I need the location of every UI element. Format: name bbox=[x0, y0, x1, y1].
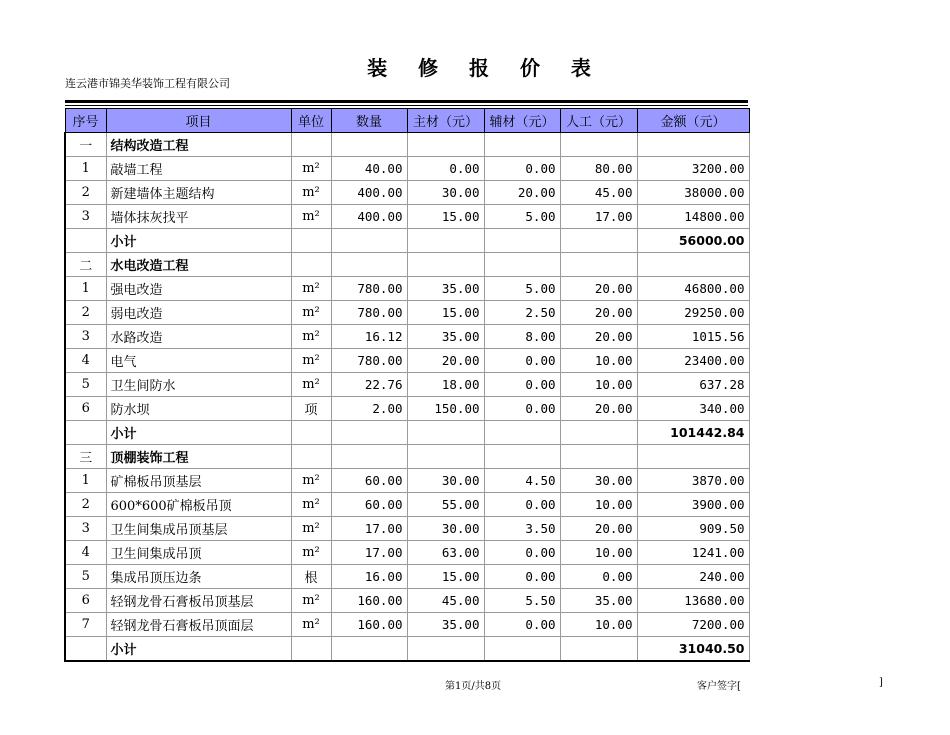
item-labor: 10.00 bbox=[560, 373, 637, 397]
table-row bbox=[65, 541, 749, 565]
item-qty: 17.00 bbox=[331, 517, 407, 541]
item-labor: 10.00 bbox=[560, 493, 637, 517]
item-amount: 909.50 bbox=[637, 517, 749, 541]
subtotal-amount: 31040.50 bbox=[637, 637, 749, 662]
item-qty: 400.00 bbox=[331, 181, 407, 205]
table-row bbox=[65, 613, 749, 637]
item-number: 4 bbox=[65, 541, 106, 565]
item-labor: 80.00 bbox=[560, 157, 637, 181]
item-unit: m² bbox=[291, 541, 331, 565]
header-amount: 金额（元） bbox=[637, 109, 749, 133]
item-amount: 14800.00 bbox=[637, 205, 749, 229]
labor-cell bbox=[560, 133, 637, 157]
item-aux-material: 8.00 bbox=[484, 325, 560, 349]
table-row bbox=[65, 205, 749, 229]
item-number: 3 bbox=[65, 517, 106, 541]
table-row bbox=[65, 397, 749, 421]
aux-cell bbox=[484, 133, 560, 157]
item-aux-material: 0.00 bbox=[484, 397, 560, 421]
item-labor: 20.00 bbox=[560, 301, 637, 325]
table-row bbox=[65, 157, 749, 181]
item-unit: m² bbox=[291, 517, 331, 541]
item-main-material: 55.00 bbox=[407, 493, 484, 517]
aux-cell bbox=[484, 637, 560, 662]
item-aux-material: 0.00 bbox=[484, 373, 560, 397]
header-unit: 单位 bbox=[291, 109, 331, 133]
item-qty: 16.00 bbox=[331, 565, 407, 589]
item-main-material: 15.00 bbox=[407, 205, 484, 229]
item-aux-material: 5.00 bbox=[484, 277, 560, 301]
divider-thick bbox=[65, 100, 748, 103]
item-unit: m² bbox=[291, 493, 331, 517]
item-qty: 400.00 bbox=[331, 205, 407, 229]
subtotal-amount: 101442.84 bbox=[637, 421, 749, 445]
subtotal-label: 小计 bbox=[106, 637, 291, 662]
item-unit: m² bbox=[291, 301, 331, 325]
item-name: 弱电改造 bbox=[106, 301, 291, 325]
aux-cell bbox=[484, 421, 560, 445]
item-aux-material: 3.50 bbox=[484, 517, 560, 541]
item-amount: 3200.00 bbox=[637, 157, 749, 181]
qty-cell bbox=[331, 229, 407, 253]
unit-cell bbox=[291, 229, 331, 253]
table-row bbox=[65, 565, 749, 589]
item-amount: 23400.00 bbox=[637, 349, 749, 373]
item-unit: m² bbox=[291, 613, 331, 637]
qty-cell bbox=[331, 445, 407, 469]
header-labor: 人工（元） bbox=[560, 109, 637, 133]
item-aux-material: 0.00 bbox=[484, 565, 560, 589]
table-row bbox=[65, 349, 749, 373]
main-cell bbox=[407, 133, 484, 157]
amount-cell bbox=[637, 445, 749, 469]
item-name: 轻钢龙骨石膏板吊顶面层 bbox=[106, 613, 291, 637]
item-name: 集成吊顶压边条 bbox=[106, 565, 291, 589]
qty-cell bbox=[331, 637, 407, 662]
item-aux-material: 5.00 bbox=[484, 205, 560, 229]
item-name: 轻钢龙骨石膏板吊顶基层 bbox=[106, 589, 291, 613]
item-main-material: 45.00 bbox=[407, 589, 484, 613]
table-row bbox=[65, 301, 749, 325]
item-main-material: 30.00 bbox=[407, 517, 484, 541]
item-number: 1 bbox=[65, 277, 106, 301]
labor-cell bbox=[560, 229, 637, 253]
item-main-material: 30.00 bbox=[407, 469, 484, 493]
header-aux-material: 辅材（元） bbox=[484, 109, 560, 133]
table-body bbox=[65, 133, 749, 662]
item-main-material: 150.00 bbox=[407, 397, 484, 421]
item-main-material: 35.00 bbox=[407, 277, 484, 301]
aux-cell bbox=[484, 253, 560, 277]
item-name: 墙体抹灰找平 bbox=[106, 205, 291, 229]
item-amount: 3870.00 bbox=[637, 469, 749, 493]
item-aux-material: 0.00 bbox=[484, 157, 560, 181]
aux-cell bbox=[484, 229, 560, 253]
section-name: 顶棚装饰工程 bbox=[106, 445, 291, 469]
table-row bbox=[65, 325, 749, 349]
qty-cell bbox=[331, 253, 407, 277]
item-number: 5 bbox=[65, 565, 106, 589]
subtotal-row bbox=[65, 421, 749, 445]
subtotal-row bbox=[65, 637, 749, 662]
item-qty: 16.12 bbox=[331, 325, 407, 349]
unit-cell bbox=[291, 133, 331, 157]
item-number: 2 bbox=[65, 181, 106, 205]
item-number: 1 bbox=[65, 157, 106, 181]
item-qty: 17.00 bbox=[331, 541, 407, 565]
item-aux-material: 0.00 bbox=[484, 541, 560, 565]
item-number: 5 bbox=[65, 373, 106, 397]
item-unit: m² bbox=[291, 181, 331, 205]
item-aux-material: 0.00 bbox=[484, 613, 560, 637]
item-name: 新建墙体主题结构 bbox=[106, 181, 291, 205]
item-amount: 38000.00 bbox=[637, 181, 749, 205]
item-labor: 20.00 bbox=[560, 517, 637, 541]
item-name: 敲墙工程 bbox=[106, 157, 291, 181]
item-main-material: 0.00 bbox=[407, 157, 484, 181]
header-qty: 数量 bbox=[331, 109, 407, 133]
table-row bbox=[65, 493, 749, 517]
divider-thin bbox=[65, 105, 748, 106]
section-number: 二 bbox=[65, 253, 106, 277]
item-unit: m² bbox=[291, 589, 331, 613]
item-unit: m² bbox=[291, 277, 331, 301]
item-labor: 10.00 bbox=[560, 541, 637, 565]
item-labor: 0.00 bbox=[560, 565, 637, 589]
item-aux-material: 0.00 bbox=[484, 493, 560, 517]
page-title: 装 修 报 价 表 bbox=[367, 56, 603, 80]
subtotal-number bbox=[65, 229, 106, 253]
subtotal-label: 小计 bbox=[106, 229, 291, 253]
subtotal-number bbox=[65, 637, 106, 662]
item-amount: 29250.00 bbox=[637, 301, 749, 325]
unit-cell bbox=[291, 421, 331, 445]
item-unit: 根 bbox=[291, 565, 331, 589]
section-name: 水电改造工程 bbox=[106, 253, 291, 277]
item-amount: 7200.00 bbox=[637, 613, 749, 637]
main-cell bbox=[407, 637, 484, 662]
section-number: 一 bbox=[65, 133, 106, 157]
item-name: 卫生间防水 bbox=[106, 373, 291, 397]
item-main-material: 15.00 bbox=[407, 565, 484, 589]
item-main-material: 18.00 bbox=[407, 373, 484, 397]
item-qty: 40.00 bbox=[331, 157, 407, 181]
unit-cell bbox=[291, 253, 331, 277]
section-row bbox=[65, 133, 749, 157]
item-amount: 637.28 bbox=[637, 373, 749, 397]
labor-cell bbox=[560, 421, 637, 445]
item-qty: 160.00 bbox=[331, 613, 407, 637]
section-row bbox=[65, 445, 749, 469]
item-unit: m² bbox=[291, 373, 331, 397]
table-row bbox=[65, 277, 749, 301]
subtotal-amount: 56000.00 bbox=[637, 229, 749, 253]
item-name: 电气 bbox=[106, 349, 291, 373]
item-qty: 60.00 bbox=[331, 469, 407, 493]
item-number: 2 bbox=[65, 493, 106, 517]
item-qty: 2.00 bbox=[331, 397, 407, 421]
qty-cell bbox=[331, 133, 407, 157]
qty-cell bbox=[331, 421, 407, 445]
item-number: 3 bbox=[65, 205, 106, 229]
item-labor: 20.00 bbox=[560, 325, 637, 349]
item-unit: 项 bbox=[291, 397, 331, 421]
page-number: 第1页/共8页 bbox=[445, 681, 502, 692]
item-main-material: 30.00 bbox=[407, 181, 484, 205]
header-item: 项目 bbox=[106, 109, 291, 133]
item-unit: m² bbox=[291, 157, 331, 181]
item-qty: 160.00 bbox=[331, 589, 407, 613]
labor-cell bbox=[560, 445, 637, 469]
main-cell bbox=[407, 229, 484, 253]
header-no: 序号 bbox=[65, 109, 106, 133]
item-number: 6 bbox=[65, 397, 106, 421]
item-amount: 1015.56 bbox=[637, 325, 749, 349]
item-main-material: 63.00 bbox=[407, 541, 484, 565]
item-aux-material: 20.00 bbox=[484, 181, 560, 205]
main-cell bbox=[407, 445, 484, 469]
item-amount: 240.00 bbox=[637, 565, 749, 589]
unit-cell bbox=[291, 445, 331, 469]
section-row bbox=[65, 253, 749, 277]
main-cell bbox=[407, 253, 484, 277]
item-number: 4 bbox=[65, 349, 106, 373]
item-name: 强电改造 bbox=[106, 277, 291, 301]
customer-signature-label: 客户签字[ bbox=[697, 681, 741, 692]
item-number: 3 bbox=[65, 325, 106, 349]
item-qty: 780.00 bbox=[331, 277, 407, 301]
item-amount: 340.00 bbox=[637, 397, 749, 421]
item-amount: 46800.00 bbox=[637, 277, 749, 301]
item-number: 7 bbox=[65, 613, 106, 637]
item-aux-material: 2.50 bbox=[484, 301, 560, 325]
item-unit: m² bbox=[291, 469, 331, 493]
item-qty: 60.00 bbox=[331, 493, 407, 517]
aux-cell bbox=[484, 445, 560, 469]
item-aux-material: 0.00 bbox=[484, 349, 560, 373]
item-aux-material: 4.50 bbox=[484, 469, 560, 493]
table-row bbox=[65, 517, 749, 541]
item-labor: 30.00 bbox=[560, 469, 637, 493]
item-number: 2 bbox=[65, 301, 106, 325]
item-main-material: 20.00 bbox=[407, 349, 484, 373]
item-labor: 20.00 bbox=[560, 277, 637, 301]
item-main-material: 35.00 bbox=[407, 613, 484, 637]
table-row bbox=[65, 373, 749, 397]
table-row bbox=[65, 469, 749, 493]
item-number: 1 bbox=[65, 469, 106, 493]
unit-cell bbox=[291, 637, 331, 662]
item-unit: m² bbox=[291, 349, 331, 373]
item-name: 卫生间集成吊顶基层 bbox=[106, 517, 291, 541]
company-name: 连云港市锦美华装饰工程有限公司 bbox=[65, 77, 230, 90]
item-aux-material: 5.50 bbox=[484, 589, 560, 613]
item-name: 卫生间集成吊顶 bbox=[106, 541, 291, 565]
item-name: 防水坝 bbox=[106, 397, 291, 421]
item-qty: 22.76 bbox=[331, 373, 407, 397]
item-qty: 780.00 bbox=[331, 349, 407, 373]
labor-cell bbox=[560, 253, 637, 277]
item-amount: 1241.00 bbox=[637, 541, 749, 565]
item-qty: 780.00 bbox=[331, 301, 407, 325]
table-row bbox=[65, 181, 749, 205]
main-cell bbox=[407, 421, 484, 445]
labor-cell bbox=[560, 637, 637, 662]
item-name: 600*600矿棉板吊顶 bbox=[106, 493, 291, 517]
item-unit: m² bbox=[291, 205, 331, 229]
item-number: 6 bbox=[65, 589, 106, 613]
item-main-material: 15.00 bbox=[407, 301, 484, 325]
item-name: 矿棉板吊顶基层 bbox=[106, 469, 291, 493]
amount-cell bbox=[637, 133, 749, 157]
subtotal-label: 小计 bbox=[106, 421, 291, 445]
section-name: 结构改造工程 bbox=[106, 133, 291, 157]
item-amount: 13680.00 bbox=[637, 589, 749, 613]
subtotal-number bbox=[65, 421, 106, 445]
section-number: 三 bbox=[65, 445, 106, 469]
item-labor: 35.00 bbox=[560, 589, 637, 613]
item-labor: 10.00 bbox=[560, 349, 637, 373]
item-labor: 10.00 bbox=[560, 613, 637, 637]
item-amount: 3900.00 bbox=[637, 493, 749, 517]
table-row bbox=[65, 589, 749, 613]
item-unit: m² bbox=[291, 325, 331, 349]
amount-cell bbox=[637, 253, 749, 277]
table-header-row bbox=[65, 109, 749, 133]
item-labor: 17.00 bbox=[560, 205, 637, 229]
customer-signature-close: ] bbox=[879, 677, 883, 688]
header-main-material: 主材（元） bbox=[407, 109, 484, 133]
quote-table bbox=[64, 108, 750, 662]
item-labor: 20.00 bbox=[560, 397, 637, 421]
item-labor: 45.00 bbox=[560, 181, 637, 205]
subtotal-row bbox=[65, 229, 749, 253]
item-name: 水路改造 bbox=[106, 325, 291, 349]
item-main-material: 35.00 bbox=[407, 325, 484, 349]
